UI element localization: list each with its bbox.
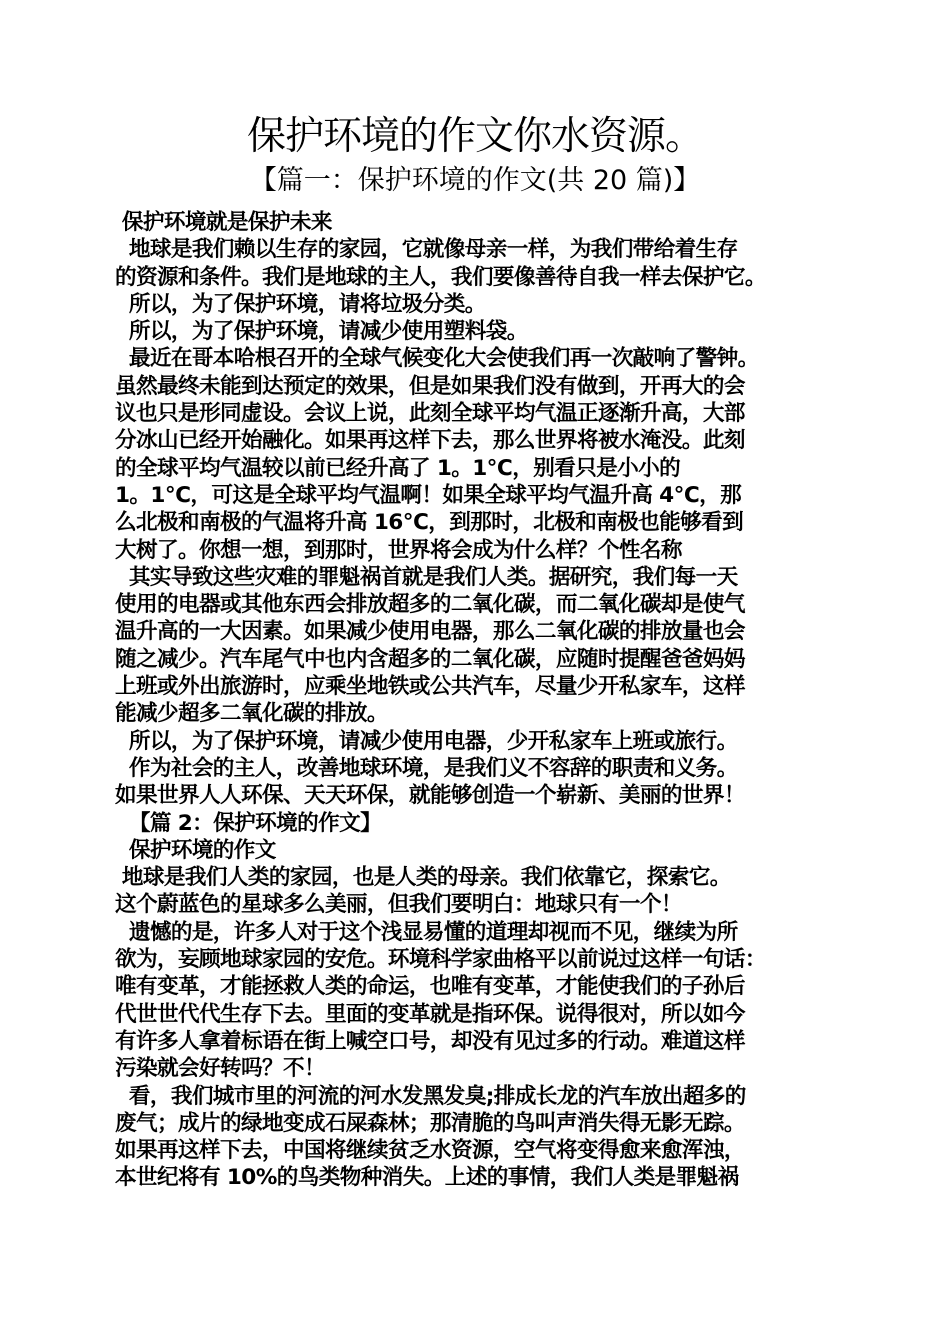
text-line: 如果再这样下去，中国将继续贫乏水资源，空气将变得愈来愈浑浊， (115, 1138, 745, 1164)
text-line: 所以，为了保护环境，请减少使用电器，少开私家车上班或旅行。 (115, 728, 738, 754)
text-line: 最近在哥本哈根召开的全球气候变化大会使我们再一次敲响了警钟。 (115, 346, 759, 372)
text-line: 地球是我们赖以生存的家园，它就像母亲一样，为我们带给着生存 (115, 237, 738, 263)
text-line: 分冰山已经开始融化。如果再这样下去，那么世界将被水淹没。此刻 (115, 428, 745, 454)
text-line: 的资源和条件。我们是地球的主人，我们要像善待自我一样去保护它。 (115, 264, 766, 290)
text-line: 么北极和南极的气温将升高 16℃，到那时，北极和南极也能够看到 (115, 510, 744, 536)
text-line: 【篇 2：保护环境的作文】 (115, 810, 382, 836)
text-line: 使用的电器或其他东西会排放超多的二氧化碳，而二氧化碳却是使气 (115, 592, 745, 618)
text-line: 随之减少。汽车尾气中也内含超多的二氧化碳，应随时提醒爸爸妈妈 (115, 646, 745, 672)
text-line: 所以，为了保护环境，请将垃圾分类。 (115, 291, 486, 317)
text-line: 的全球平均气温较以前已经升高了 1。1℃，别看只是小小的 (115, 455, 681, 481)
text-line: 温升高的一大因素。如果减少使用电器，那么二氧化碳的排放量也会 (115, 619, 745, 645)
text-line: 作为社会的主人，改善地球环境，是我们义不容辞的职责和义务。 (115, 755, 738, 781)
text-line: 能减少超多二氧化碳的排放。 (115, 701, 388, 727)
text-line: 有许多人拿着标语在街上喊空口号，却没有见过多的行动。难道这样 (115, 1028, 745, 1054)
text-line: 所以，为了保护环境，请减少使用塑料袋。 (115, 319, 528, 345)
text-line: 地球是我们人类的家园，也是人类的母亲。我们依靠它，探索它。 (115, 865, 731, 891)
text-line: 1。1℃，可这是全球平均气温啊！如果全球平均气温升高 4℃，那 (115, 482, 742, 508)
document-title: 保护环境的作文你水资源。 (246, 114, 703, 159)
text-line: 本世纪将有 10%的鸟类物种消失。上述的事情，我们人类是罪魁祸 (115, 1165, 739, 1191)
text-line: 议也只是形同虚设。会议上说，此刻全球平均气温正逐渐升高，大部 (115, 401, 745, 427)
text-line: 保护环境的作文 (115, 837, 276, 863)
document-body (115, 209, 855, 1192)
text-line: 其实导致这些灾难的罪魁祸首就是我们人类。据研究，我们每一天 (115, 564, 738, 590)
text-line: 污染就会好转吗？不！ (115, 1056, 325, 1082)
text-line: 这个蔚蓝色的星球多么美丽，但我们要明白：地球只有一个！ (115, 892, 682, 918)
text-line: 废气；成片的绿地变成石屎森林；那清脆的鸟叫声消失得无影无踪。 (115, 1110, 745, 1136)
text-line: 大树了。你想一想，到那时，世界将会成为什么样？个性名称 (115, 537, 682, 563)
text-line: 如果世界人人环保、天天环保，就能够创造一个崭新、美丽的世界！ (115, 783, 745, 809)
text-line: 遗憾的是，许多人对于这个浅显易懂的道理却视而不见，继续为所 (115, 919, 738, 945)
text-line: 看，我们城市里的河流的河水发黑发臭;排成长龙的汽车放出超多的 (115, 1083, 746, 1109)
text-line: 上班或外出旅游时，应乘坐地铁或公共汽车，尽量少开私家车，这样 (115, 674, 745, 700)
text-line: 虽然最终未能到达预定的效果，但是如果我们没有做到，开再大的会 (115, 373, 745, 399)
document-subtitle: 【篇一：保护环境的作文(共 20 篇)】 (249, 165, 701, 196)
text-line: 代世世代代生存下去。里面的变革就是指环保。说得很对，所以如今 (115, 1001, 745, 1027)
text-line: 唯有变革，才能拯救人类的命运，也唯有变革，才能使我们的子孙后 (115, 974, 745, 1000)
text-line: 保护环境就是保护未来 (115, 210, 332, 235)
text-line: 欲为，妄顾地球家园的安危。环境科学家曲格平以前说过这样一句话： (115, 947, 766, 973)
